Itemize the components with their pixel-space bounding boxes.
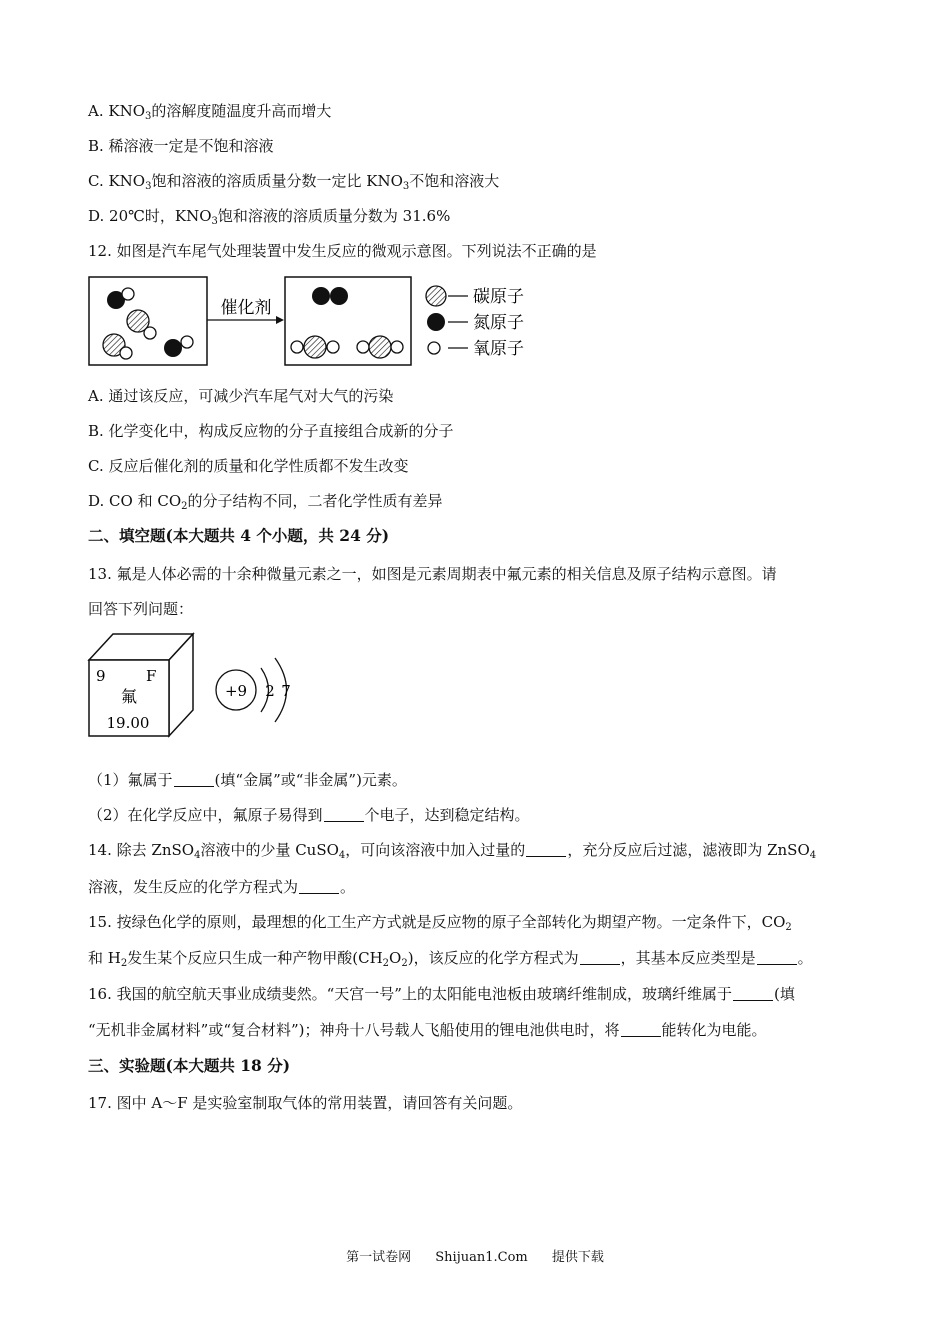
footer-note: 提供下载 bbox=[551, 1250, 604, 1265]
legend-nitrogen-icon bbox=[427, 313, 445, 331]
carbon-atom bbox=[369, 336, 391, 358]
oxygen-atom bbox=[391, 341, 403, 353]
element-symbol: F bbox=[146, 667, 157, 685]
q12-option-d: D. CO 和 $CO_2$的分子结构不同，二者化学性质有差异 bbox=[88, 492, 443, 512]
answer-blank[interactable] bbox=[324, 807, 364, 822]
q17-stem: 17. 图中 A～F 是实验室制取气体的常用装置，请回答有关问题。 bbox=[88, 1094, 523, 1112]
q11-option-c: C. $KNO_3$饱和溶液的溶质质量分数一定比 $KNO_3$不饱和溶液大 bbox=[88, 172, 500, 192]
q12-option-a: A. 通过该反应，可减少汽车尾气对大气的污染 bbox=[88, 387, 394, 405]
q11-option-a: A. $KNO_3$的溶解度随温度升高而增大 bbox=[88, 102, 332, 122]
answer-blank[interactable] bbox=[580, 950, 620, 965]
q16-line2: “无机非金属材料”或“复合材料”)；神舟十八号载人飞船使用的锂电池供电时，将 能转化为电能。 bbox=[88, 1021, 767, 1039]
oxygen-atom bbox=[181, 336, 193, 348]
nitrogen-atom bbox=[330, 287, 348, 305]
q15-line2: 和 $H_2$发生某个反应只生成一种产物甲酸$(CH_2O_2)$，该反应的化学方程式为 ，其基本反应类型是 。 bbox=[88, 949, 813, 969]
answer-blank[interactable] bbox=[621, 1022, 661, 1037]
q12-stem: 12. 如图是汽车尾气处理装置中发生反应的微观示意图。下列说法不正确的是 bbox=[88, 242, 597, 260]
legend-carbon-icon bbox=[426, 286, 446, 306]
catalyst-label: 催化剂 bbox=[220, 298, 272, 318]
q13-part1: （1）氟属于 (填“金属”或“非金属”)元素。 bbox=[88, 771, 407, 789]
answer-blank[interactable] bbox=[174, 772, 214, 787]
products-box bbox=[285, 277, 411, 365]
footer-site: 第一试卷网 bbox=[346, 1250, 412, 1265]
oxygen-atom bbox=[144, 327, 156, 339]
shell-2-electrons: 7 bbox=[281, 682, 291, 700]
fluorine-figure bbox=[86, 630, 306, 740]
oxygen-atom bbox=[291, 341, 303, 353]
page-footer bbox=[0, 1246, 950, 1265]
footer-domain[interactable]: Shijuan1.Com bbox=[435, 1250, 528, 1265]
oxygen-atom bbox=[357, 341, 369, 353]
answer-blank[interactable] bbox=[757, 950, 797, 965]
shell-1-electrons: 2 bbox=[265, 682, 275, 700]
oxygen-atom bbox=[120, 347, 132, 359]
answer-blank[interactable] bbox=[299, 879, 339, 894]
q16-line1: 16. 我国的航空航天事业成绩斐然。“天宫一号”上的太阳能电池板由玻璃纤维制成，玻璃纤维属于 (填 bbox=[88, 985, 795, 1003]
q12-option-b: B. 化学变化中，构成反应物的分子直接组合成新的分子 bbox=[88, 422, 454, 440]
reaction-diagram bbox=[88, 274, 548, 370]
section-2-title: 二、填空题(本大题共 4 个小题，共 24 分) bbox=[88, 526, 390, 545]
q14-line2: 溶液，发生反应的化学方程式为 。 bbox=[88, 878, 356, 896]
legend-carbon-label: 碳原子 bbox=[473, 287, 524, 307]
nitrogen-atom bbox=[164, 339, 182, 357]
q14-line1: 14. 除去 ZnSO$_4$溶液中的少量 CuSO$_4$，可向该溶液中加入过量的 ，充分反应后过滤，滤液即为 ZnSO$_4$ bbox=[88, 841, 817, 861]
carbon-atom bbox=[304, 336, 326, 358]
atomic-number: 9 bbox=[96, 667, 106, 685]
legend-oxygen-icon bbox=[428, 342, 440, 354]
section-3-title: 三、实验题(本大题共 18 分) bbox=[88, 1056, 291, 1075]
q12-option-c: C. 反应后催化剂的质量和化学性质都不发生改变 bbox=[88, 457, 409, 475]
atomic-mass: 19.00 bbox=[106, 714, 150, 732]
nitrogen-atom bbox=[312, 287, 330, 305]
q13-stem-line1: 13. 氟是人体必需的十余种微量元素之一，如图是元素周期表中氟元素的相关信息及原子结构示意图。请 bbox=[88, 565, 777, 583]
q11-option-b: B. 稀溶液一定是不饱和溶液 bbox=[88, 137, 274, 155]
q15-line1: 15. 按绿色化学的原则，最理想的化工生产方式就是反应物的原子全部转化为期望产物。一定条件下，$CO_2$ bbox=[88, 913, 792, 933]
q13-stem-line2: 回答下列问题： bbox=[88, 600, 194, 618]
answer-blank[interactable] bbox=[733, 986, 773, 1001]
legend-oxygen-label: 氧原子 bbox=[473, 339, 524, 359]
answer-blank[interactable] bbox=[526, 842, 566, 857]
oxygen-atom bbox=[122, 288, 134, 300]
q13-part2: （2）在化学反应中，氟原子易得到 个电子，达到稳定结构。 bbox=[88, 806, 530, 824]
q11-option-d: D. 20℃时，$KNO_3$饱和溶液的溶质质量分数为 31.6% bbox=[88, 207, 451, 227]
oxygen-atom bbox=[327, 341, 339, 353]
element-name: 氟 bbox=[120, 687, 138, 706]
nucleus-charge: +9 bbox=[224, 682, 248, 700]
legend-nitrogen-label: 氮原子 bbox=[473, 313, 524, 333]
